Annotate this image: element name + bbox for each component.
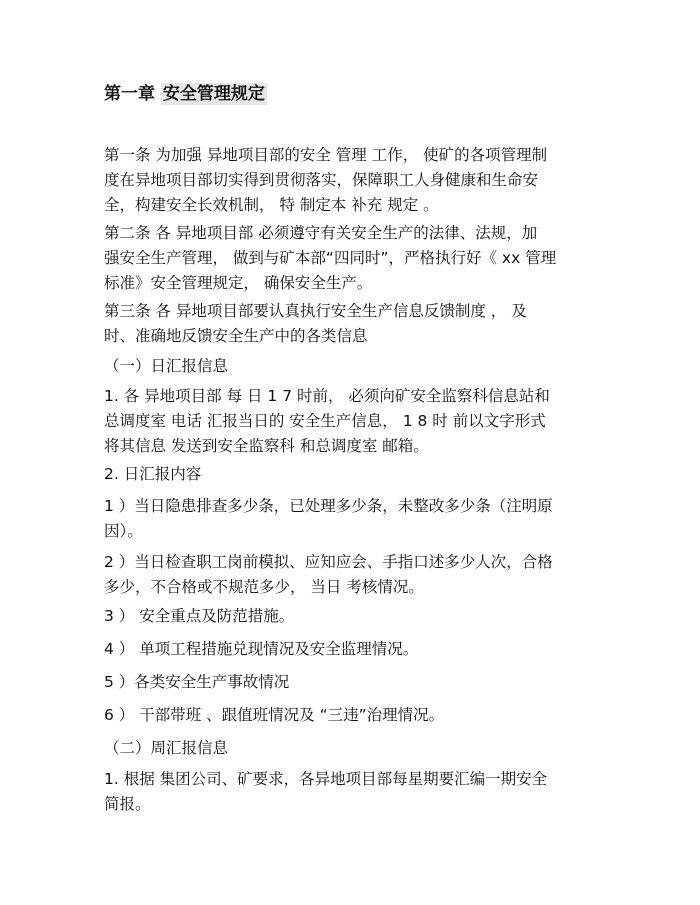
article-1-line: 第一条 为加强 异地项目部的安全 管理 工作， 使矿的各项管理制 [104, 146, 548, 164]
chapter-title [104, 82, 267, 106]
item-1-line: 总调度室 电话 汇报当日的 安全生产信息， 1 8 时 前以文字形式 [104, 412, 546, 430]
sub-item-1 [104, 494, 604, 544]
article-1 [104, 143, 604, 218]
item-2-line: 2. 日汇报内容 [104, 465, 202, 483]
item-3-line: 简报。 [104, 795, 151, 813]
article-2-line: 标准》安全管理规定， 确保安全生产。 [104, 274, 373, 292]
sub-item-5 [104, 670, 604, 695]
sub-item-3-line: 3 ） 安全重点及防范措施。 [104, 607, 295, 625]
sub-item-2-line: 多少，不合格或不规范多少， 当日 考核情况。 [104, 578, 424, 596]
sub-item-3 [104, 604, 604, 629]
item-1 [104, 384, 604, 459]
chapter-number: 第一章 [104, 84, 155, 104]
sub-item-2 [104, 550, 604, 600]
sub-item-1-line: 因）。 [104, 522, 143, 540]
section-heading: （一）日汇报信息 [104, 357, 229, 375]
sub-item-4 [104, 637, 604, 662]
item-3 [104, 767, 604, 817]
item-3-line: 1. 根据 集团公司、矿要求，各异地项目部每星期要汇编一期安全 [104, 770, 548, 788]
chapter-heading: 安全管理规定 [162, 84, 265, 104]
article-3 [104, 299, 604, 349]
sub-item-4-line: 4 ） 单项工程措施兑现情况及安全监理情况。 [104, 640, 419, 658]
section-heading: （二）周汇报信息 [104, 739, 229, 757]
article-3-line: 时、准确地反馈安全生产中的各类信息 [104, 327, 368, 345]
article-1-line: 度在异地项目部切实得到贯彻落实，保障职工人身健康和生命安 [104, 171, 539, 189]
sub-item-2-line: 2 ）当日检查职工岗前模拟、应知应会、手指口述多少人次，合格 [104, 553, 553, 571]
sub-item-6 [104, 703, 604, 728]
section-daily-report [104, 354, 604, 379]
article-2 [104, 221, 604, 296]
article-3-line: 第三条 各 异地项目部要认真执行安全生产信息反馈制度 ， 及 [104, 302, 527, 320]
sub-item-5-line: 5 ）各类安全生产事故情况 [104, 673, 290, 691]
article-1-line: 全，构建安全长效机制， 特 制定本 补充 规定 。 [104, 196, 439, 214]
article-2-line: 强安全生产管理， 做到与矿本部“四同时”，严格执行好《 xx 管理 [104, 249, 557, 267]
article-2-line: 第二条 各 异地项目部 必须遵守有关安全生产的法律、法规，加 [104, 224, 538, 242]
item-2 [104, 462, 604, 487]
sub-item-6-line: 6 ） 干部带班 、跟值班情况及 “三违”治理情况。 [104, 706, 445, 724]
section-weekly-report [104, 736, 604, 761]
sub-item-1-line: 1 ）当日隐患排查多少条，已处理多少条，未整改多少条（注明原 [104, 497, 553, 515]
item-1-line: 1. 各 异地项目部 每 日 1 7 时前， 必须向矿安全监察科信息站和 [104, 387, 550, 405]
item-1-line: 将其信息 发送到安全监察科 和总调度室 邮箱。 [104, 437, 429, 455]
